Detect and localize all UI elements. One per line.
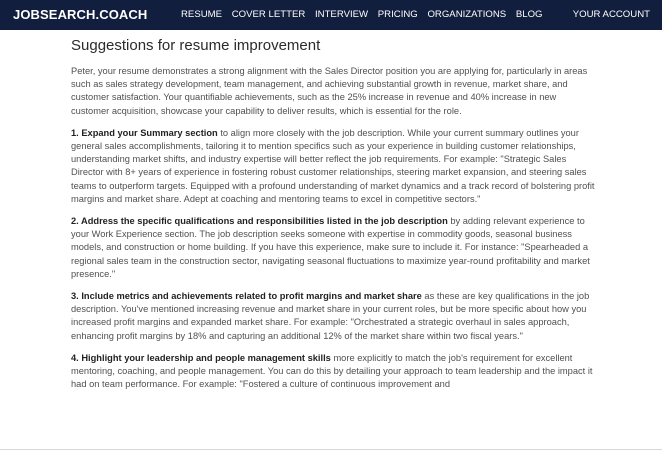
suggestion-3	[71, 290, 595, 343]
nav-pricing[interactable]: PRICING	[377, 9, 418, 20]
suggestion-3-body: as these are key qualifications in the job description. You've mentioned increasing revenue and market share in your current roles, but be more specific about how you increased profit margins and expanded market share. For example: "Orchestrated a strategic overhaul in sales approach, enhancing profit margins by 18% and capturing an additional 12% of the market share within two fiscal years."	[71, 291, 590, 341]
nav-cover-letter[interactable]: COVER LETTER	[231, 9, 306, 20]
nav-organizations[interactable]: ORGANIZATIONS	[427, 9, 507, 20]
your-account-link[interactable]: YOUR ACCOUNT	[572, 9, 650, 20]
suggestion-4-body: more explicitly to match the job's requirement for excellent mentoring, coaching, and people management. You can do this by detailing your approach to team leadership and the impact it had on team performance. For example: "Fostered a culture of continuous improvement and	[71, 352, 593, 390]
suggestion-3-heading: 3. Include metrics and achievements related to profit margins and market share	[71, 291, 422, 302]
top-navbar	[0, 0, 662, 30]
suggestion-2-body: by adding relevant experience to your Work Experience section. The job description seeks someone with expertise in commodity goods, seasonal business models, and construction or home building. If you have this experience, make sure to include it. For instance: "Spearheaded a regional sales team in the construction sector, navigating seasonal fluctuations to maximize year-round profitability and market presence."	[71, 216, 590, 279]
nav-resume[interactable]: RESUME	[181, 9, 223, 20]
suggestion-2-heading: 2. Address the specific qualifications and responsibilities listed in the job description	[71, 216, 448, 227]
nav-menu	[181, 9, 550, 20]
suggestion-2	[71, 215, 595, 281]
suggestion-4	[71, 352, 595, 392]
page-title: Suggestions for resume improvement	[71, 37, 321, 54]
intro-paragraph: Peter, your resume demonstrates a strong alignment with the Sales Director position you are applying for, particularly in areas such as sales strategy development, team management, and achieving substantial growth in revenue, market share, and customer satisfaction. Your quantifiable achievements, such as the 25% increase in revenue and 40% increase in new customer acquisition, showcase your capability to deliver results, which is essential for the role.	[71, 66, 588, 116]
suggestion-1-heading: 1. Expand your Summary section	[71, 127, 218, 138]
suggestion-4-heading: 4. Highlight your leadership and people management skills	[71, 352, 331, 363]
suggestion-1	[71, 127, 595, 206]
suggestions-panel	[71, 37, 595, 400]
nav-blog[interactable]: BLOG	[515, 9, 543, 20]
suggestion-1-body: to align more closely with the job description. While your current summary outlines your general sales accomplishments, tailoring it to mention specifics such as your experience in building customer relationships, understanding market shifts, and industry expertise will better reflect the job requirements. For example: "Strategic Sales Director with 8+ years of experience in fostering robust customer relationships, steering market expansion, and steering sales teams to outperform targets. Equipped with a profound understanding of market dynamics and a track record of bolstering profit margins and market share. Adept at coaching and mentoring teams to excel in competitive sectors."	[71, 127, 595, 204]
main-content[interactable]	[0, 30, 662, 450]
brand-logo[interactable]: JOBSEARCH.COACH	[13, 7, 148, 22]
nav-interview[interactable]: INTERVIEW	[314, 9, 369, 20]
